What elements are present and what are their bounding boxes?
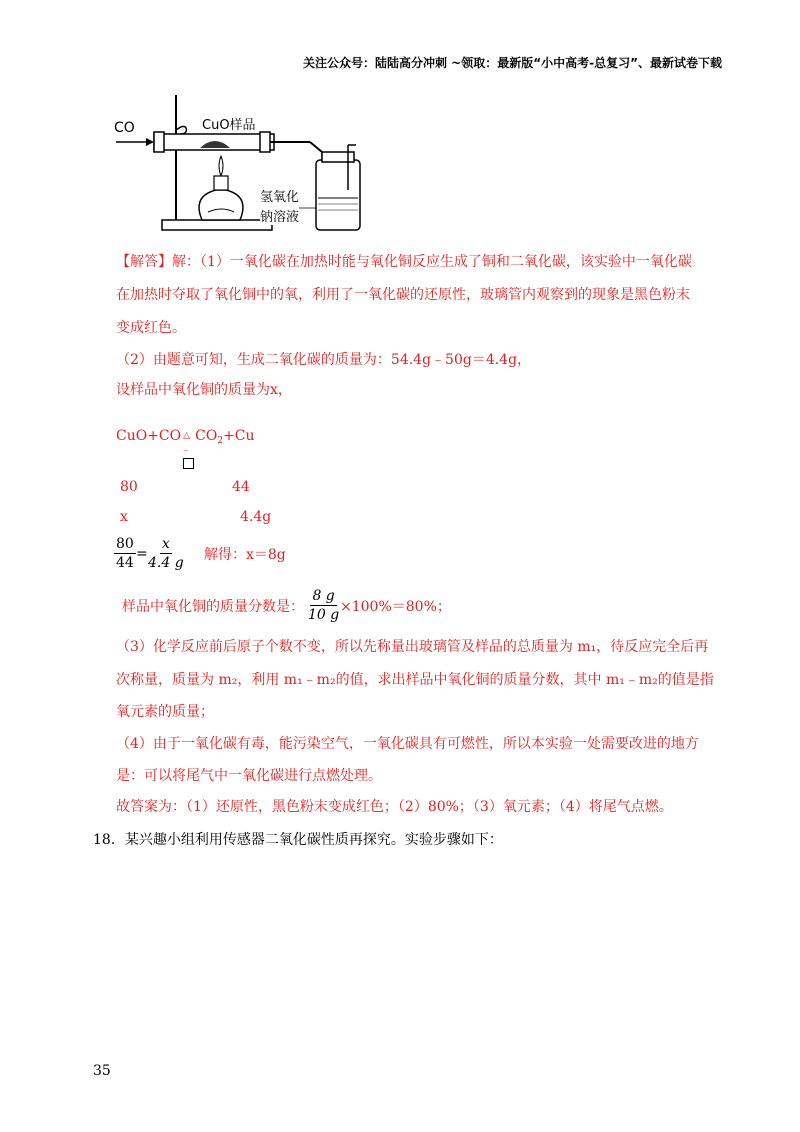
fraction-right-num: x <box>161 536 170 552</box>
naoh-label-2: 钠溶液 <box>260 206 299 225</box>
mass-fraction-num: 8 g <box>312 588 335 604</box>
mass-fraction-den: 10 g <box>308 607 340 623</box>
ratio-80: 80 <box>120 479 138 495</box>
question-18: 18．某兴趣小组利用传感器二氧化碳性质再探究。实验步骤如下： <box>93 832 503 848</box>
solution-intro: 解：（1）一氧化碳在加热时能与氧化铜反应生成了铜和二氧化碳，该实验中一氧化碳 <box>172 254 692 270</box>
mass-fraction-prefix: 样品中氧化铜的质量分数是： <box>122 599 304 615</box>
apparatus-diagram <box>110 90 370 240</box>
fraction-equals: = <box>136 546 148 562</box>
placeholder-box <box>183 458 194 469</box>
cuo-label: CuO样品 <box>202 118 256 133</box>
page-number: 35 <box>93 1063 111 1079</box>
fraction-left-num: 80 <box>116 536 134 552</box>
part-3-line-2: 次称量，质量为 m₂，利用 m₁﹣m₂的值，求出样品中氧化铜的质量分数，其中 m₁﹣m₂的值是指 <box>116 672 714 688</box>
ratio-44: 44 <box>232 479 250 495</box>
ratio-4-4g: 4.4g <box>240 509 272 525</box>
naoh-label-1: 氢氧化 <box>260 186 299 205</box>
fraction-left-den: 44 <box>116 555 134 571</box>
fraction-right <box>146 535 186 572</box>
solution-line-1 <box>116 252 692 272</box>
equation-left: CuO+CO <box>116 428 182 444</box>
mass-fraction <box>306 587 341 624</box>
fraction-left <box>114 535 136 572</box>
heat-symbol: △ <box>183 431 191 441</box>
mass-fraction-suffix: ×100%＝80%； <box>340 599 451 615</box>
fraction-right-den: 4.4 g <box>148 555 184 571</box>
ratio-x: x <box>120 509 128 525</box>
co-label: CO <box>114 120 135 136</box>
equation-right-sub: 2 <box>217 436 224 446</box>
solve-result: 解得：x＝8g <box>204 547 286 563</box>
apparatus-drawing <box>110 90 370 240</box>
solution-part-2: （2）由题意可知，生成二氧化碳的质量为：54.4g﹣50g＝4.4g， <box>116 352 532 368</box>
part-3-line-3: 氧元素的质量； <box>116 704 214 720</box>
part-4-line-2: 是：可以将尾气中一氧化碳进行点燃处理。 <box>116 768 382 784</box>
solution-set-x: 设样品中氧化铜的质量为x， <box>116 382 292 398</box>
equation-right: CO <box>195 428 218 444</box>
answer-summary: 故答案为：（1）还原性，黑色粉末变成红色；（2）80%；（3）氧元素；（4）将尾气点燃。 <box>116 799 673 815</box>
equation-right-tail: +Cu <box>223 428 255 444</box>
part-4-line-1: （4）由于一氧化碳有毒，能污染空气，一氧化碳具有可燃性，所以本实验一处需要改进的地方 <box>116 736 699 752</box>
solution-line-3: 变成红色。 <box>116 320 186 336</box>
solution-line-2: 在加热时夺取了氧化铜中的氧，利用了一氧化碳的还原性，玻璃管内观察到的现象是黑色粉末 <box>116 287 690 303</box>
solution-tag: 【解答】 <box>116 254 172 270</box>
part-3-line-1: （3）化学反应前后原子个数不变，所以先称量出玻璃管及样品的总质量为 m₁，待反应完全后再 <box>116 639 709 655</box>
chemical-equation <box>116 426 255 459</box>
equals-mark: ⁻ <box>183 448 189 459</box>
page-header: 关注公众号：陆陆高分冲刺 ~领取：最新版“小中高考-总复习”、最新试卷下载 <box>303 56 722 70</box>
